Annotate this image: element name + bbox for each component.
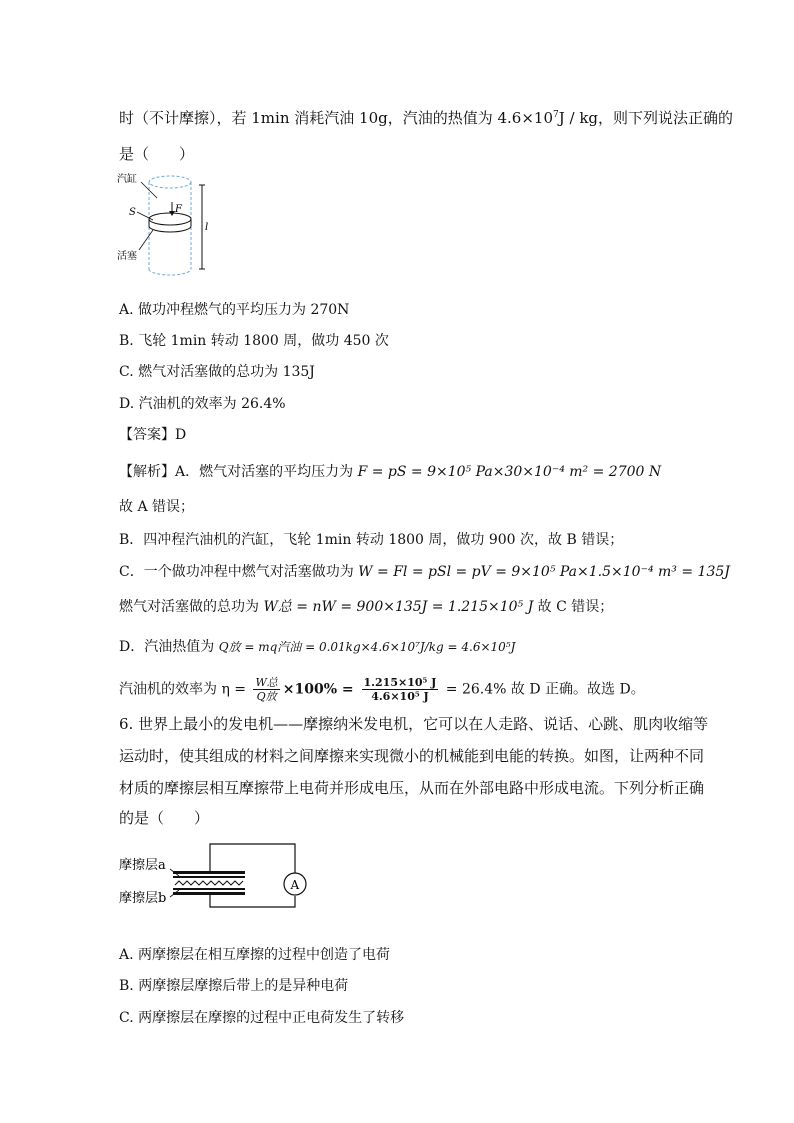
q5-option-d: D. 汽油机的效率为 26.4%: [119, 396, 286, 412]
cylinder-bottom: [149, 269, 191, 275]
q5-option-a: A. 做功冲程燃气的平均压力为 270N: [119, 302, 350, 318]
q6-stem-line3: 材质的摩擦层相互摩擦带上电荷并形成电压，从而在外部电路中形成电流。下列分析正确: [119, 779, 705, 797]
cylinder-top: [149, 176, 191, 188]
cylinder-piston-figure: [115, 170, 215, 285]
label-piston: 活塞: [117, 251, 137, 262]
label-s: S: [129, 207, 136, 218]
analysis-a-formula: F = pS = 9×10⁵ Pa×30×10⁻⁴ m² = 2700 N: [357, 464, 662, 480]
q5-analysis-a: [119, 462, 661, 482]
piston-leader: [139, 230, 153, 250]
analysis-c2-conclusion: 故 C 错误；: [533, 599, 614, 615]
q5-stem-post: J / kg，则下列说法正确的: [558, 109, 734, 127]
q5-stem-line1: [119, 108, 733, 128]
analysis-c-formula: W = Fl = pSl = pV = 9×10⁵ Pa×1.5×10⁻⁴ m³ = 135J: [358, 564, 730, 580]
q5-analysis-efficiency: [119, 676, 645, 703]
label-f: F: [175, 204, 182, 215]
q5-answer: 【答案】D: [119, 427, 187, 443]
q5-analysis-d: [119, 637, 515, 657]
q5-stem-exp: 7: [553, 110, 559, 120]
q5-option-c: C. 燃气对活塞做的总功为 135J: [119, 364, 315, 380]
frac2-den: 4.6×10⁵ J: [371, 690, 429, 703]
q6-option-c: C. 两摩擦层在摩擦的过程中正电荷发生了转移: [119, 1010, 405, 1026]
analysis-c2-formula: W总 = nW = 900×135J = 1.215×10⁵ J: [263, 599, 534, 615]
label-cylinder: 汽缸: [117, 174, 137, 185]
efficiency-end: = 26.4% 故 D 正确。故选 D。: [441, 681, 645, 698]
label-layer-a: 摩擦层a: [119, 858, 166, 873]
q6-option-a: A. 两摩擦层在相互摩擦的过程中创造了电荷: [119, 947, 391, 963]
q6-stem-line2: 运动时，使其组成的材料之间摩擦来实现微小的机械能到电能的转换。如图，让两种不同: [119, 747, 705, 765]
q5-analysis-c: [119, 562, 730, 582]
analysis-a-label: 【解析】A．燃气对活塞的平均压力为: [119, 464, 358, 480]
q5-option-b: B. 飞轮 1min 转动 1800 周，做功 450 次: [119, 333, 389, 349]
analysis-c2-label: 燃气对活塞做的总功为: [119, 599, 264, 615]
q5-analysis-a-conclusion: 故 A 错误；: [119, 499, 195, 515]
layer-b-plate-bottom: [173, 892, 245, 895]
efficiency-label: 汽油机的效率为 η =: [119, 681, 251, 698]
circuit-wire-bottom: [210, 894, 295, 907]
efficiency-mid: ×100% =: [282, 681, 359, 698]
layer-a-plate: [173, 876, 245, 878]
analysis-c-label: C．一个做功冲程中燃气对活塞做功为: [119, 564, 359, 580]
s-leader: [137, 212, 153, 220]
friction-interface: [175, 881, 243, 885]
frac1-num: W总: [255, 676, 278, 689]
q5-analysis-b: B．四冲程汽油机的汽缸，飞轮 1min 转动 1800 周，做功 900 次，故 B 错误；: [119, 532, 624, 548]
circuit-wire-top: [210, 844, 295, 873]
q6-stem-line4: 的是（ ）: [119, 809, 210, 827]
layer-b-plate: [173, 888, 245, 890]
frac2-num: 1.215×10⁵ J: [363, 676, 437, 689]
nanogenerator-figure: [115, 838, 315, 918]
ammeter-label: A: [290, 878, 300, 892]
analysis-d-label: D．汽油热值为: [119, 639, 219, 655]
label-layer-b: 摩擦层b: [119, 891, 167, 906]
q6-option-b: B. 两摩擦层摩擦后带上的是异种电荷: [119, 978, 349, 994]
q5-stem-pre: 时（不计摩擦），若 1min 消耗汽油 10g，汽油的热值为 4.6×10: [119, 109, 553, 127]
piston-top: [149, 213, 191, 225]
q5-stem-line2: 是（ ）: [119, 145, 195, 163]
efficiency-fraction-2: [362, 676, 439, 703]
q6-stem-line1: 6. 世界上最小的发电机——摩擦纳米发电机，它可以在人走路、说话、心跳、肌肉收缩等: [119, 715, 709, 733]
q5-analysis-c2: [119, 597, 613, 617]
efficiency-fraction-1: [253, 676, 279, 703]
label-l: l: [205, 222, 209, 233]
frac1-den: Q放: [256, 690, 277, 703]
layer-a-plate-top: [173, 871, 245, 874]
analysis-d-formula: Q放 = mq汽油 = 0.01kg×4.6×10⁷J/kg = 4.6×10⁵J: [218, 640, 516, 654]
